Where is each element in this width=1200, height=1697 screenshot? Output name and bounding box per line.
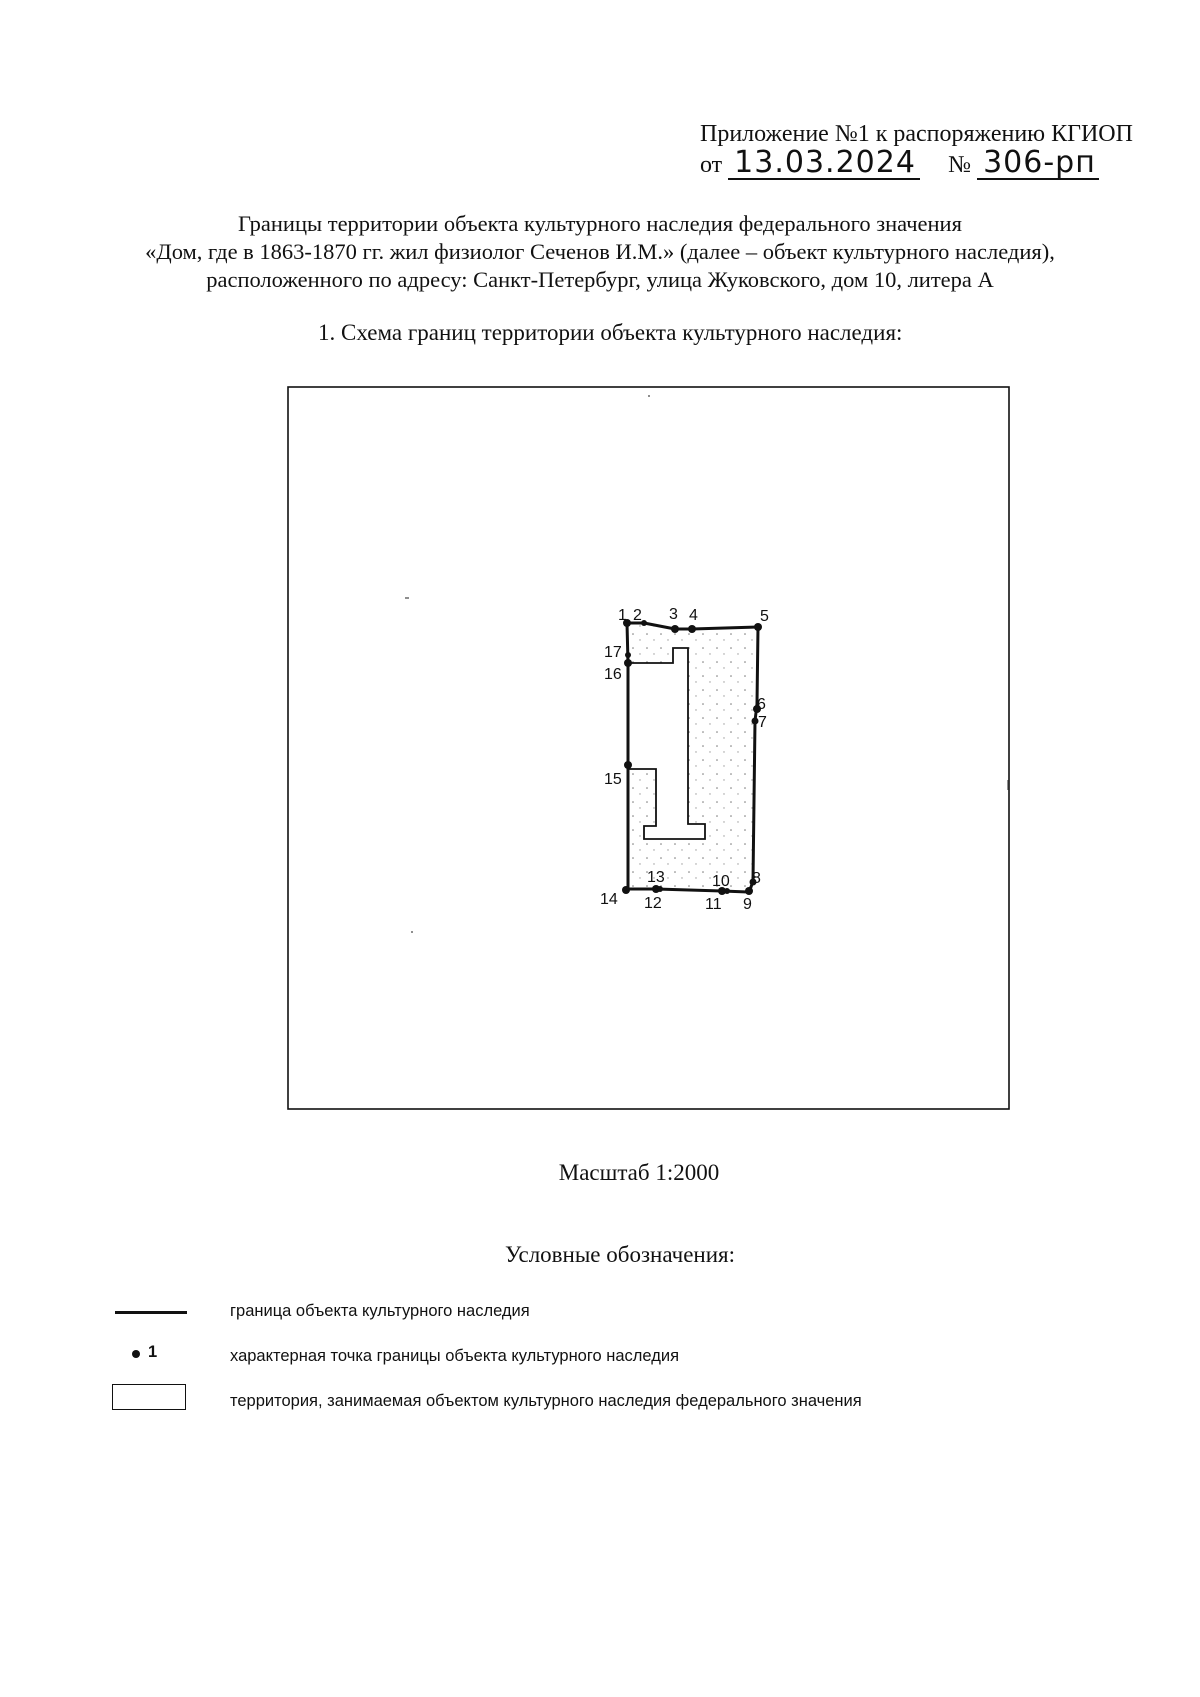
point-label-16: 16 xyxy=(604,666,622,683)
legend-boundary-line-symbol xyxy=(115,1311,187,1314)
map-scale: Масштаб 1:2000 xyxy=(558,1160,720,1185)
boundary-point-3 xyxy=(671,625,679,633)
point-label-4: 4 xyxy=(689,607,698,624)
point-label-6: 6 xyxy=(757,696,766,713)
point-label-1: 1 xyxy=(618,607,627,624)
boundary-point-4 xyxy=(688,625,696,633)
point-label-2: 2 xyxy=(633,607,642,624)
appendix-reference: Приложение №1 к распоряжению КГИОП xyxy=(700,121,1133,147)
order-date: 13.03.2024 xyxy=(728,148,920,180)
legend-item-territory: территория, занимаемая объектом культурного наследия федерального значения xyxy=(230,1392,862,1410)
boundary-point-16 xyxy=(624,659,632,667)
point-label-11: 11 xyxy=(705,896,722,913)
point-label-8: 8 xyxy=(752,870,761,887)
boundary-point-13 xyxy=(657,886,663,892)
number-prefix: № xyxy=(948,152,972,178)
date-prefix: от xyxy=(700,152,723,178)
point-label-3: 3 xyxy=(669,606,678,623)
boundary-point-9 xyxy=(745,887,753,895)
legend-item-boundary: граница объекта культурного наследия xyxy=(230,1302,530,1320)
legend-title: Условные обозначения: xyxy=(504,1242,736,1267)
boundary-point-14 xyxy=(622,886,630,894)
boundary-point-17 xyxy=(625,652,631,658)
legend-territory-symbol xyxy=(112,1384,186,1410)
point-label-12: 12 xyxy=(644,895,662,912)
section-heading: 1. Схема границ территории объекта культурного наследия: xyxy=(318,320,903,345)
boundary-point-15 xyxy=(624,761,632,769)
title-line-1: Границы территории объекта культурного наследия федерального значения xyxy=(238,211,962,236)
legend-point-number: 1 xyxy=(148,1343,158,1361)
point-label-13: 13 xyxy=(647,869,665,886)
title-line-3: расположенного по адресу: Санкт-Петербург, улица Жуковского, дом 10, литера А xyxy=(206,267,994,292)
point-label-15: 15 xyxy=(604,771,622,788)
legend-item-point: характерная точка границы объекта культурного наследия xyxy=(230,1347,680,1365)
point-label-7: 7 xyxy=(758,714,767,731)
point-label-5: 5 xyxy=(760,608,769,625)
point-label-10: 10 xyxy=(712,873,730,890)
point-label-9: 9 xyxy=(743,896,752,913)
point-label-17: 17 xyxy=(604,644,622,661)
point-label-14: 14 xyxy=(600,891,618,908)
legend-point-symbol xyxy=(132,1350,140,1358)
order-number: 306-рп xyxy=(977,148,1099,180)
title-line-2: «Дом, где в 1863-1870 гг. жил физиолог Сеченов И.М.» (далее – объект культурного наследия), xyxy=(145,239,1055,264)
